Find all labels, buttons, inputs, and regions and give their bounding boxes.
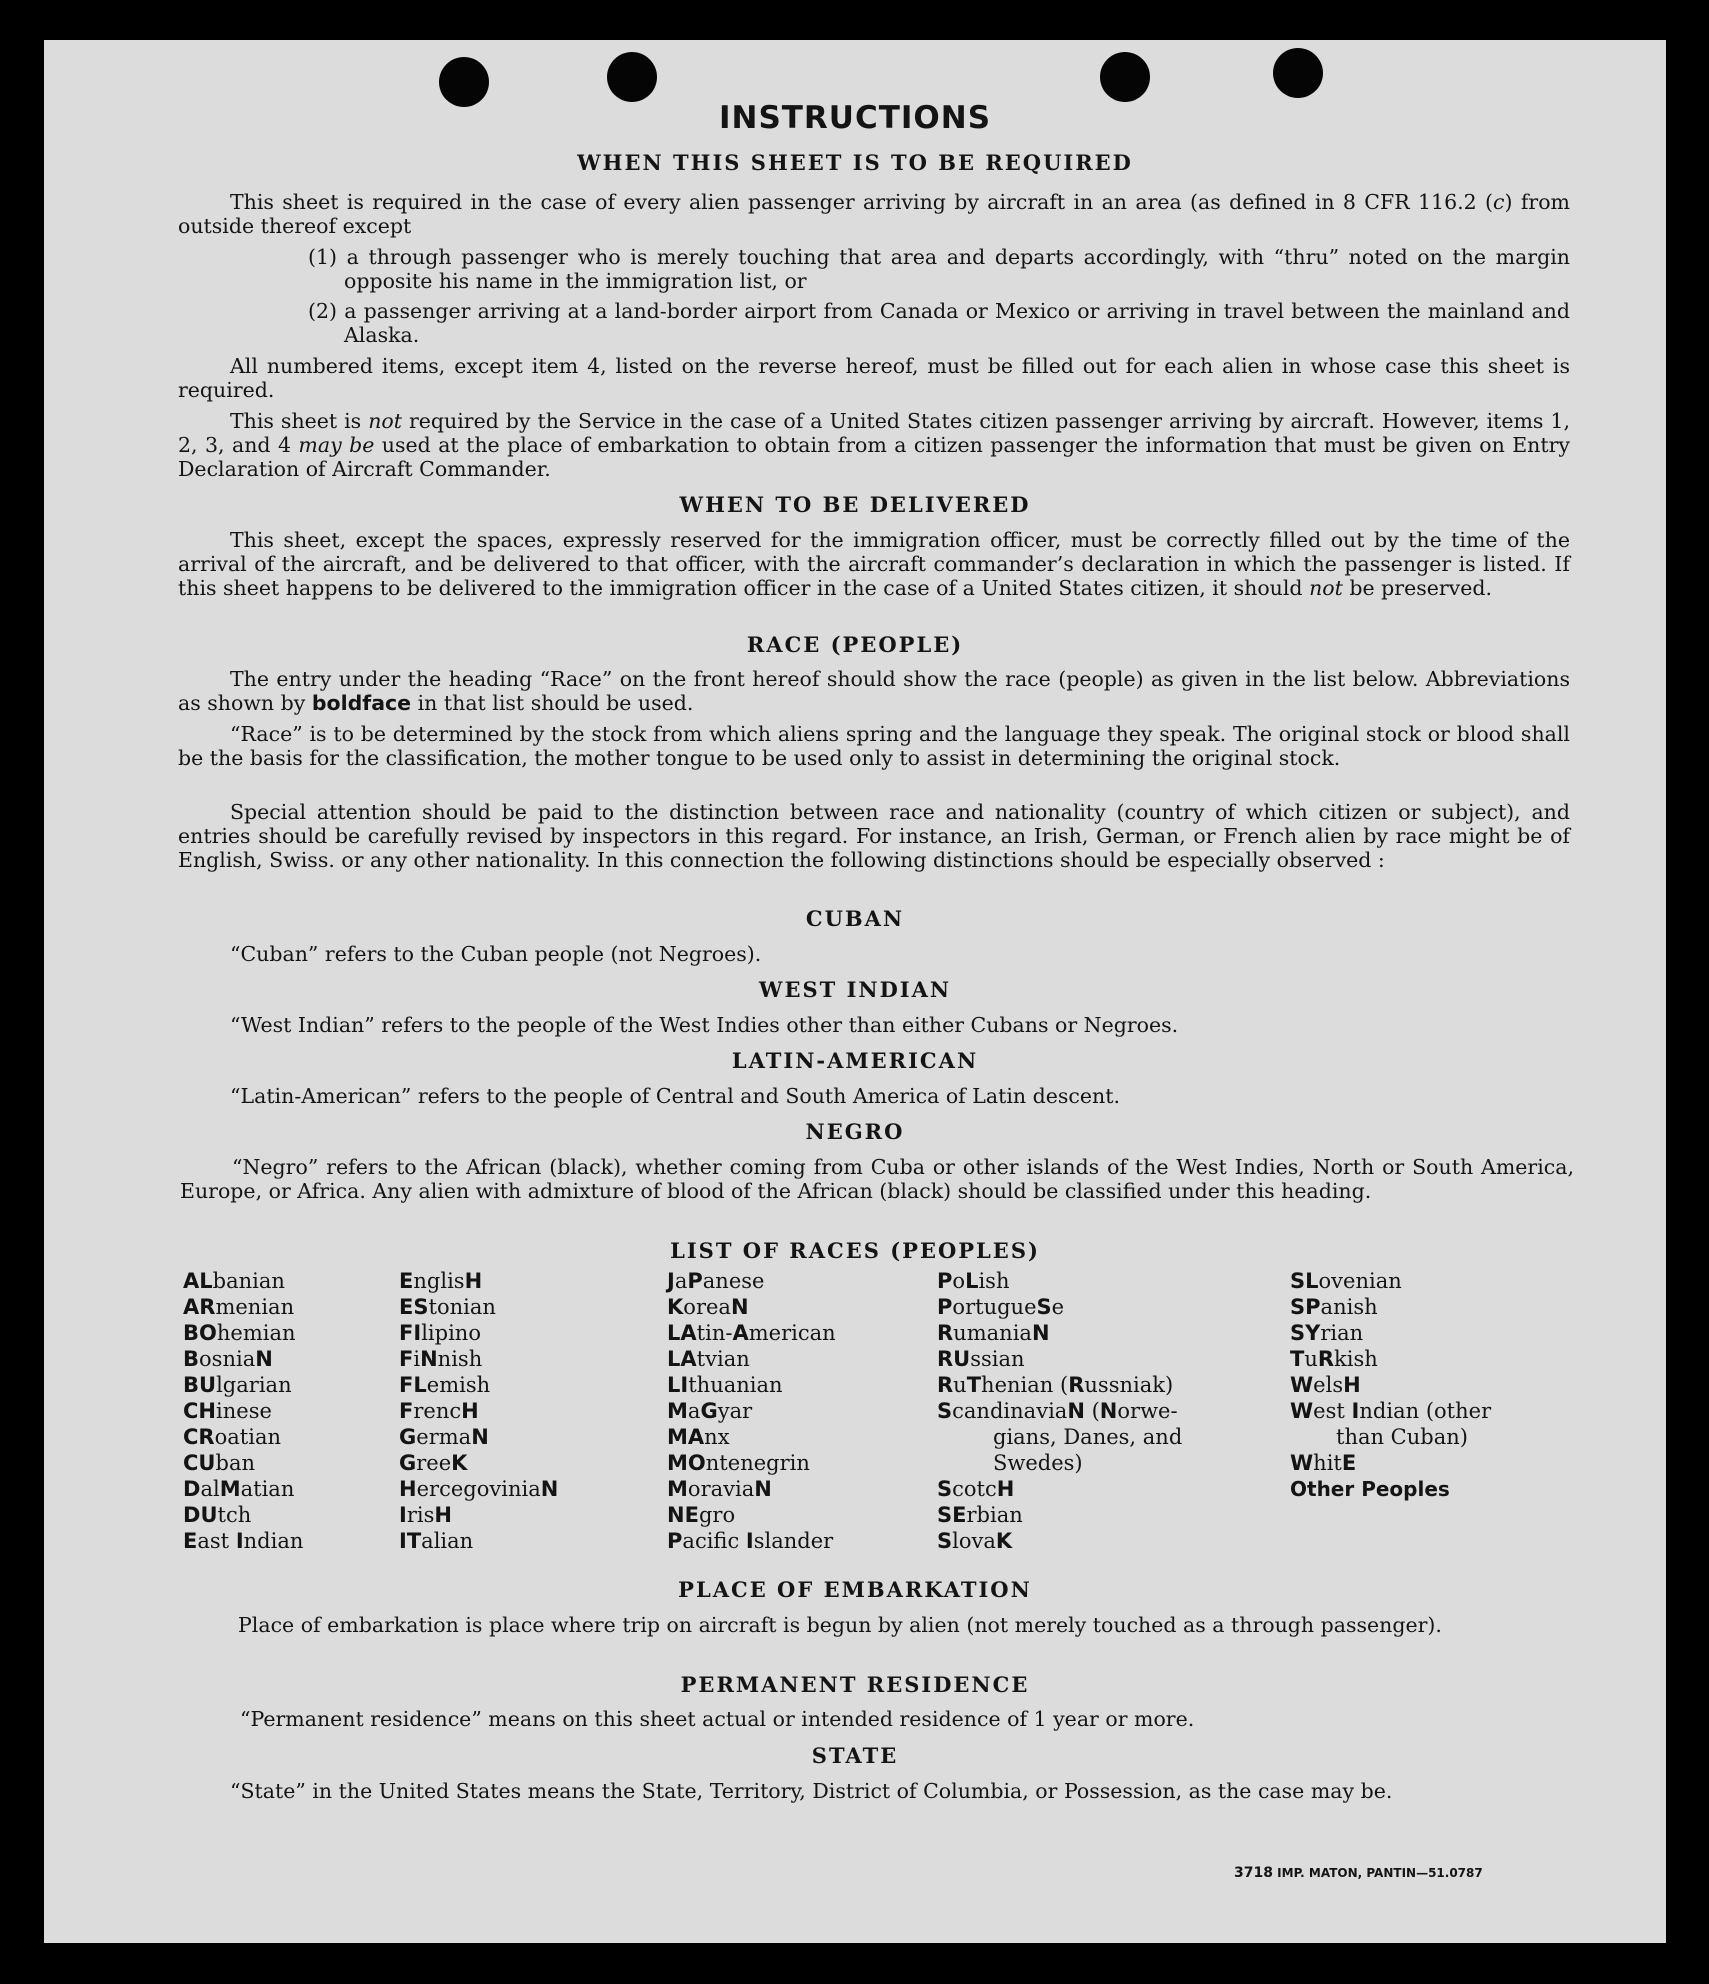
race-item: West Indian (other — [1290, 1399, 1492, 1423]
list-item: (1) a through passenger who is merely touching that area and departs accordingly, with “thru” noted on the margin opposite his name in the immigration list, or — [308, 245, 1570, 293]
race-item-continued: gians, Danes, and — [993, 1425, 1183, 1449]
race-item: SlovaK — [937, 1529, 1013, 1553]
paragraph: Special attention should be paid to the distinction between race and nationality (country of which citizen or subject), and entries should be carefully revised by inspectors in this regard. For instance, an Irish, German, or French alien by race might be of English, Swiss. or any other nationality. In this connection the following distinctions should be especially observed : — [178, 800, 1570, 872]
race-item: DalMatian — [183, 1477, 295, 1501]
definition-state: “State” in the United States means the State, Territory, District of Columbia, or Possession, as the case may be. — [230, 1779, 1393, 1803]
race-item: NEgro — [667, 1503, 736, 1527]
heading-embarkation: PLACE OF EMBARKATION — [678, 1577, 1032, 1602]
heading-west-indian: WEST INDIAN — [758, 977, 952, 1002]
list-item: (2) a passenger arriving at a land-border airport from Canada or Mexico or arriving in travel between the mainland and Alaska. — [308, 299, 1570, 347]
heading-list-of-races: LIST OF RACES (PEOPLES) — [670, 1238, 1040, 1263]
race-item: WelsH — [1290, 1373, 1361, 1397]
race-item: PortugueSe — [937, 1295, 1065, 1319]
heading-permanent-residence: PERMANENT RESIDENCE — [680, 1672, 1030, 1697]
race-item: MoraviaN — [667, 1477, 772, 1501]
heading-state: STATE — [811, 1743, 899, 1768]
heading-cuban: CUBAN — [805, 906, 905, 931]
race-item: CUban — [183, 1451, 255, 1475]
race-item: EStonian — [399, 1295, 496, 1319]
race-item: FrencH — [399, 1399, 479, 1423]
heading-negro: NEGRO — [805, 1119, 905, 1144]
races-column-1 — [183, 1268, 303, 1554]
race-item: LIthuanian — [667, 1373, 783, 1397]
race-item: ALbanian — [183, 1269, 285, 1293]
paragraph: This sheet, except the spaces, expressly reserved for the immigration officer, must be correctly filled out by the time of the arrival of the aircraft, and be delivered to that officer, with the aircraft commander’s declaration in which the passenger is listed. If this sheet happens to be delivered to the immigration officer in the case of a United States citizen, it should not be preserved. — [178, 528, 1570, 600]
race-item: LAtin-American — [667, 1321, 836, 1345]
race-item: SYrian — [1290, 1321, 1364, 1345]
race-item: BUlgarian — [183, 1373, 292, 1397]
race-item: HercegoviniaN — [399, 1477, 559, 1501]
definition-embarkation: Place of embarkation is place where trip on aircraft is begun by alien (not merely touched as a through passenger). — [238, 1613, 1442, 1637]
races-column-5 — [1290, 1268, 1491, 1502]
race-item: DUtch — [183, 1503, 252, 1527]
race-item: KoreaN — [667, 1295, 749, 1319]
punch-hole — [1100, 52, 1150, 102]
race-item: MAnx — [667, 1425, 730, 1449]
races-column-3 — [667, 1268, 836, 1554]
race-item: BOhemian — [183, 1321, 296, 1345]
race-item: MOntenegrin — [667, 1451, 810, 1475]
race-item: CRoatian — [183, 1425, 282, 1449]
printer-imprint: 3718 IMP. MATON, PANTIN—51.0787 — [1234, 1865, 1483, 1881]
race-item: SErbian — [937, 1503, 1023, 1527]
races-column-4 — [937, 1268, 1182, 1554]
paragraph: The entry under the heading “Race” on the front hereof should show the race (people) as given in the list below. Abbreviations as shown by boldface in that list should be used. — [178, 667, 1570, 715]
heading-race: RACE (PEOPLE) — [746, 632, 964, 657]
race-item: FiNnish — [399, 1347, 483, 1371]
race-item-continued: than Cuban) — [1336, 1425, 1468, 1449]
page-title: INSTRUCTIONS — [718, 100, 992, 136]
definition-latin-american: “Latin-American” refers to the people of Central and South America of Latin descent. — [230, 1084, 1120, 1108]
races-column-2 — [399, 1268, 558, 1554]
definition-cuban: “Cuban” refers to the Cuban people (not Negroes). — [230, 942, 762, 966]
race-item: RUssian — [937, 1347, 1025, 1371]
definition-permanent-residence: “Permanent residence” means on this sheet actual or intended residence of 1 year or more. — [240, 1707, 1195, 1731]
punch-hole — [607, 52, 657, 102]
punch-hole — [1273, 48, 1323, 98]
race-item: BosniaN — [183, 1347, 273, 1371]
race-item: PoLish — [937, 1269, 1010, 1293]
race-item: ScotcH — [937, 1477, 1015, 1501]
race-item: TuRkish — [1290, 1347, 1378, 1371]
paragraph: All numbered items, except item 4, listed on the reverse hereof, must be filled out for each alien in whose case this sheet is required. — [178, 354, 1570, 402]
paragraph: “Race” is to be determined by the stock from which aliens spring and the language they speak. The original stock or blood shall be the basis for the classification, the mother tongue to be used only to assist in determining the original stock. — [178, 722, 1570, 770]
race-item: GreeK — [399, 1451, 468, 1475]
race-item: JaPanese — [667, 1269, 765, 1293]
race-item-continued: Swedes) — [993, 1451, 1083, 1475]
definition-west-indian: “West Indian” refers to the people of the West Indies other than either Cubans or Negroes. — [230, 1013, 1179, 1037]
race-item: ITalian — [399, 1529, 474, 1553]
race-item: SLovenian — [1290, 1269, 1402, 1293]
race-item: East Indian — [183, 1529, 304, 1553]
race-item: CHinese — [183, 1399, 272, 1423]
definition-negro: “Negro” refers to the African (black), whether coming from Cuba or other islands of the West Indies, North or South America, Europe, or Africa. Any alien with admixture of blood of the African (black) should be classified under this heading. — [180, 1155, 1574, 1203]
document-page — [44, 40, 1666, 1943]
race-item: RumaniaN — [937, 1321, 1050, 1345]
race-item: RuThenian (Russniak) — [937, 1373, 1174, 1397]
race-item: ScandinaviaN (Norwe- — [937, 1399, 1178, 1423]
race-item: SPanish — [1290, 1295, 1378, 1319]
race-item: MaGyar — [667, 1399, 753, 1423]
race-item: IrisH — [399, 1503, 452, 1527]
race-item: LAtvian — [667, 1347, 750, 1371]
race-item: Pacifc Islander — [667, 1529, 834, 1553]
race-item: FIlipino — [399, 1321, 481, 1345]
heading-latin-american: LATIN-AMERICAN — [731, 1048, 979, 1073]
race-item: GermaN — [399, 1425, 489, 1449]
paragraph: This sheet is required in the case of every alien passenger arriving by aircraft in an area (as defined in 8 CFR 116.2 (c) from outside thereof except — [178, 190, 1570, 238]
race-item: ARmenian — [183, 1295, 295, 1319]
race-item: FLemish — [399, 1373, 491, 1397]
heading-when-required: WHEN THIS SHEET IS TO BE REQUIRED — [577, 150, 1133, 175]
paragraph: This sheet is not required by the Service in the case of a United States citizen passenger arriving by aircraft. However, items 1, 2, 3, and 4 may be used at the place of embarkation to obtain from a citizen passenger the information that must be given on Entry Declaration of Aircraft Commander. — [178, 409, 1571, 481]
heading-when-delivered: WHEN TO BE DELIVERED — [679, 492, 1031, 517]
race-item: Other Peoples — [1290, 1477, 1450, 1501]
race-item: EnglisH — [399, 1269, 483, 1293]
race-item: WhitE — [1290, 1451, 1357, 1475]
